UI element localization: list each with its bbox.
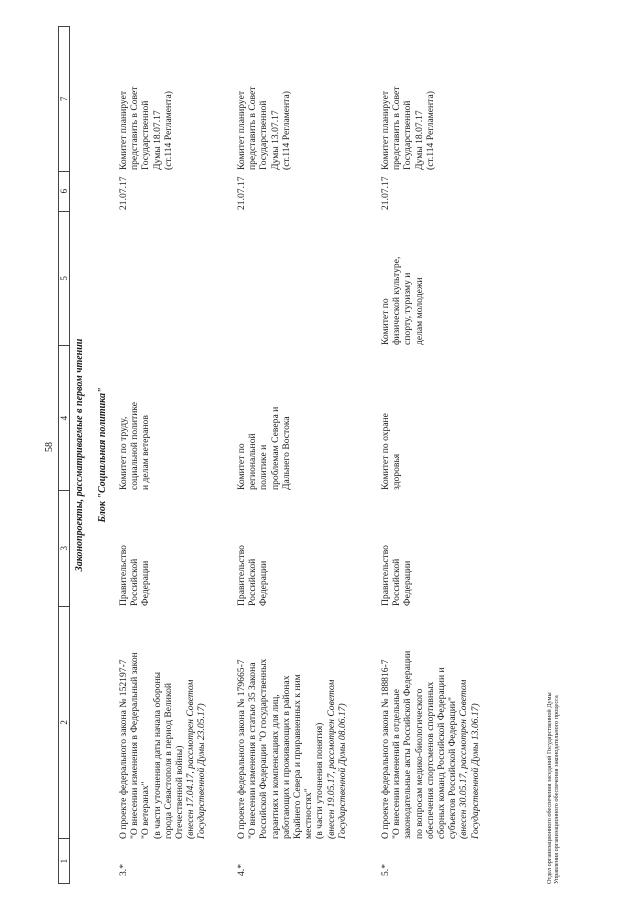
bill-submission-note: (внесен 30.05.17, рассмотрен Советом bbox=[458, 679, 470, 839]
block-title: Блок "Социальная политика" bbox=[97, 387, 108, 523]
deadline-date: 21.07.17 bbox=[236, 176, 247, 210]
row-number: 5.* bbox=[380, 864, 391, 876]
bill-title-line: Российской Федерации "О государственных bbox=[258, 658, 270, 839]
bill-author-line: Правительство bbox=[380, 545, 391, 606]
bill-title-line: местностях" bbox=[303, 788, 315, 839]
column-number-3: 3 bbox=[59, 490, 69, 606]
responsible-committee bbox=[118, 345, 208, 490]
bill-title-line: "О внесении изменения в статью 35 Закона bbox=[247, 662, 259, 839]
page-number: 58 bbox=[44, 442, 55, 452]
bill-title-line: работающих и проживающих в районах bbox=[280, 675, 292, 839]
plan-line: Комитет планирует bbox=[236, 90, 247, 170]
bill-submission-note: Государственной Думы 23.05.17) bbox=[196, 703, 208, 839]
bill-author bbox=[380, 490, 481, 606]
deadline-date: 21.07.17 bbox=[118, 176, 129, 210]
committee-plan bbox=[380, 26, 481, 170]
committee-line: здоровья bbox=[391, 453, 403, 490]
section-title: Законопроекты, рассматриваемые в первом чтении bbox=[74, 338, 85, 572]
bill-title-line: субъектов Российской Федерации" bbox=[447, 697, 459, 839]
co-committee-line: Комитет по bbox=[380, 298, 391, 345]
bill-title-line: по вопросам медико-биологического bbox=[413, 688, 425, 839]
committee-line: социальной политике bbox=[129, 401, 141, 490]
bill-title-line: Крайнего Севера и приравненных к ним bbox=[292, 674, 304, 839]
column-number-7: 7 bbox=[59, 96, 69, 102]
committee-line: и делам ветеранов bbox=[140, 415, 152, 490]
plan-line: представить в Совет bbox=[247, 86, 259, 170]
bill-title-line: обеспечения спортсменов спортивных bbox=[424, 681, 436, 839]
column-number-2: 2 bbox=[59, 606, 69, 838]
co-committee bbox=[380, 210, 481, 345]
bill-title-line: города Севастополя в период Великой bbox=[162, 682, 174, 839]
footer-line: Отдел организационного обеспечения заседаний Государственной Думы bbox=[546, 692, 553, 884]
plan-line: Государственной bbox=[258, 100, 270, 170]
bill-title-line: сборных команд Российской Федерации и bbox=[436, 667, 448, 839]
bill-author bbox=[118, 490, 208, 606]
bill-submission-note: (внесен 19.05.17, рассмотрен Советом bbox=[325, 679, 337, 839]
bill-author-line: Правительство bbox=[118, 545, 129, 606]
bill-author-line: Федерации bbox=[402, 560, 414, 606]
bill-title-line: гарантиях и компенсациях для лиц, bbox=[269, 694, 281, 839]
plan-line: Комитет планирует bbox=[380, 90, 391, 170]
landscape-sheet bbox=[58, 24, 558, 884]
plan-line: Комитет планирует bbox=[118, 90, 129, 170]
bill-author-line: Правительство bbox=[236, 545, 247, 606]
co-committee-line: спорту, туризму и bbox=[402, 272, 414, 345]
plan-line: Думы 13.07.17 bbox=[269, 110, 281, 170]
plan-line: представить в Совет bbox=[391, 86, 403, 170]
plan-line: Государственной bbox=[402, 100, 414, 170]
row-number: 3.* bbox=[118, 864, 129, 876]
committee-line: Комитет по bbox=[236, 443, 247, 490]
plan-line: Думы 18.07.17 bbox=[413, 110, 425, 170]
column-number-5: 5 bbox=[59, 211, 69, 346]
co-committee-line: физической культуре, bbox=[391, 256, 403, 345]
plan-line: Думы 18.07.17 bbox=[151, 110, 163, 170]
bill-author-line: Федерации bbox=[140, 560, 152, 606]
plan-line: (ст.114 Регламента) bbox=[424, 91, 436, 170]
co-committee-line: делам молодежи bbox=[413, 277, 425, 345]
plan-line: Государственной bbox=[140, 100, 152, 170]
committee-line: региональной bbox=[247, 433, 259, 490]
bill-title bbox=[118, 606, 208, 839]
committee-plan bbox=[236, 26, 348, 170]
responsible-committee bbox=[236, 345, 348, 490]
bill-row bbox=[236, 26, 348, 884]
bill-title-line: (в части уточнения понятия) bbox=[314, 722, 326, 839]
bill-title-line: Отечественной войны) bbox=[174, 745, 186, 839]
column-number-header bbox=[58, 26, 70, 884]
committee-line: политике и bbox=[258, 444, 270, 490]
committee-line: Комитет по труду, bbox=[118, 416, 129, 490]
bill-title-line: "О внесении изменения в Федеральный закон bbox=[129, 652, 141, 839]
bill-author-line: Российской bbox=[247, 558, 259, 606]
bill-row bbox=[118, 26, 208, 884]
plan-line: представить в Совет bbox=[129, 86, 141, 170]
committee-plan bbox=[118, 26, 208, 170]
deadline-date: 21.07.17 bbox=[380, 176, 391, 210]
bill-title-line: О проекте федерального закона № 188816-7 bbox=[380, 659, 391, 839]
bill-submission-note: Государственной Думы 08.06.17) bbox=[336, 703, 348, 839]
footer-line: Управления организационного обеспечения законодательного процесса bbox=[553, 695, 560, 884]
co-committee bbox=[236, 210, 348, 345]
bill-title-line: законодательные акты Российской Федерации bbox=[402, 650, 414, 839]
co-committee bbox=[118, 210, 208, 345]
bill-title-line: "О ветеранах" bbox=[140, 781, 152, 839]
bill-submission-note: (внесен 17.04.17, рассмотрен Советом bbox=[185, 679, 197, 839]
column-number-6: 6 bbox=[59, 171, 69, 211]
bill-row bbox=[380, 26, 481, 884]
column-number-1: 1 bbox=[59, 838, 69, 883]
bill-author bbox=[236, 490, 348, 606]
committee-line: Комитет по охране bbox=[380, 413, 391, 490]
committee-line: Дальнего Востока bbox=[280, 416, 292, 490]
responsible-committee bbox=[380, 345, 481, 490]
bill-title-line: О проекте федерального закона № 152197-7 bbox=[118, 659, 129, 839]
bill-title-line: (в части уточнения даты начала обороны bbox=[151, 671, 163, 839]
bill-submission-note: Государственной Думы 13.06.17) bbox=[469, 703, 481, 839]
footer bbox=[546, 384, 560, 884]
bill-author-line: Федерации bbox=[258, 560, 270, 606]
bill-title bbox=[380, 606, 481, 839]
bill-author-line: Российской bbox=[391, 558, 403, 606]
plan-line: (ст.114 Регламента) bbox=[280, 91, 292, 170]
bill-title-line: О проекте федерального закона № 179665-7 bbox=[236, 659, 247, 839]
bill-author-line: Российской bbox=[129, 558, 141, 606]
row-number: 4.* bbox=[236, 864, 247, 876]
plan-line: (ст.114 Регламента) bbox=[162, 91, 174, 170]
column-number-4: 4 bbox=[59, 345, 69, 490]
bill-title bbox=[236, 606, 348, 839]
bill-title-line: "О внесении изменений в отдельные bbox=[391, 689, 403, 839]
committee-line: проблемам Севера и bbox=[269, 406, 281, 490]
